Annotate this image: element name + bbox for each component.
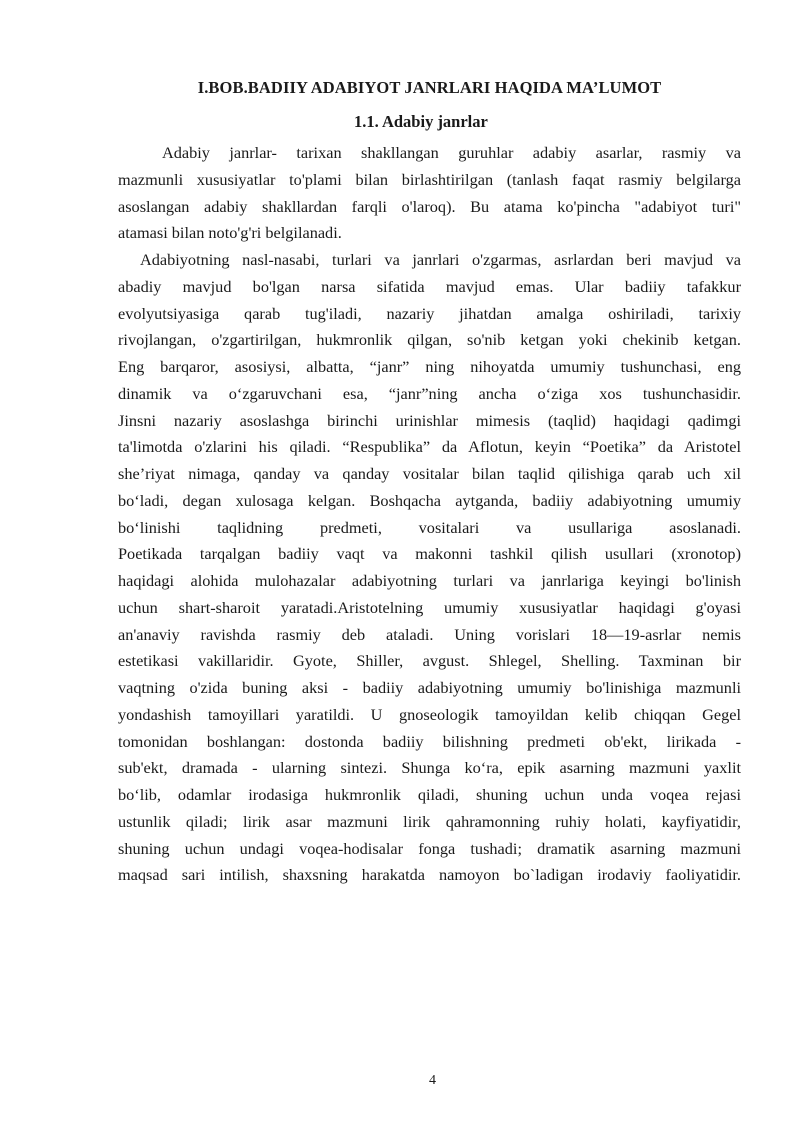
text-line: bo‘ladi, degan xulosaga kelgan. Boshqacha aytganda, badiiy adabiyotning umumiy: [118, 490, 741, 510]
text-line: uchun shart-sharoit yaratadi.Aristotelning umumiy xususiyatlar haqidagi g'oyasi: [118, 597, 741, 617]
text-line: rivojlangan, o'zgartirilgan, hukmronlik qilgan, so'nib ketgan yoki chekinib ketgan.: [118, 330, 741, 350]
text-line: she’riyat nimaga, qanday va qanday vositalar bilan taqlid qilishiga qarab uch xil: [118, 464, 741, 483]
text-line: mazmunli xususiyatlar to'plami bilan birlashtirilgan (tanlash faqat rasmiy belgilarga: [118, 169, 741, 189]
section-title: 1.1. Adabiy janrlar: [354, 112, 488, 131]
text-line: ta'limotda o'zlarini his qiladi. “Respublika” da Aflotun, keyin “Poetika” da Aristotel: [118, 437, 741, 457]
text-line: dinamik va o‘zgaruvchani esa, “janr”ning ancha o‘ziga xos tushunchasidir.: [118, 383, 741, 403]
text-line: evolyutsiyasiga qarab tug'iladi, nazariy jihatdan amalga oshiriladi, tarixiy: [118, 303, 741, 323]
chapter-title: I.BOB.BADIIY ADABIYOT JANRLARI HAQIDA MA’LUMOT: [197, 78, 662, 97]
text-line: ustunlik qiladi; lirik asar mazmuni lirik qahramonning ruhiy holati, kayfiyatidir,: [118, 811, 741, 831]
text-line: yondashish tamoyillari yaratildi. U gnoseologik tamoyildan kelib chiqqan Gegel: [118, 704, 741, 724]
text-line: maqsad sari intilish, shaxsning harakatda namoyon bo`ladigan irodaviy faoliyatidir.: [118, 865, 741, 885]
text-line: atamasi bilan noto'g'ri belgilanadi.: [118, 223, 342, 243]
text-line: abadiy mavjud bo'lgan narsa sifatida mavjud emas. Ular badiiy tafakkur: [118, 276, 741, 296]
text-line: Poetikada tarqalgan badiiy vaqt va makonni tashkil qilish usullari (xronotop): [118, 544, 741, 564]
text-line: vaqtning o'zida buning aksi - badiiy adabiyotning umumiy bo'linishiga mazmunli: [118, 678, 741, 697]
text-line: Jinsni nazariy asoslashga birinchi urinishlar mimesis (taqlid) haqidagi qadimgi: [118, 410, 741, 430]
document-body: [118, 140, 741, 889]
text-line: tomonidan boshlangan: dostonda badiiy bilishning predmeti ob'ekt, lirikada -: [118, 731, 741, 751]
text-line: an'anaviy ravishda rasmiy deb ataladi. Uning vorislari 18—19-asrlar nemis: [118, 624, 741, 644]
text-line: sub'ekt, dramada - ularning sintezi. Shunga ko‘ra, epik asarning mazmuni yaxlit: [118, 758, 741, 778]
page-number: 4: [429, 1073, 436, 1088]
text-line: Adabiyotning nasl-nasabi, turlari va janrlari o'zgarmas, asrlardan beri mavjud va: [140, 250, 741, 269]
text-line: bo‘lib, odamlar irodasiga hukmronlik qiladi, shuning uchun unda voqea rejasi: [118, 785, 741, 804]
text-line: bo‘linishi taqlidning predmeti, vositalari va usullariga asoslanadi.: [118, 517, 741, 537]
text-line: Adabiy janrlar- tarixan shakllangan guruhlar adabiy asarlar, rasmiy va: [162, 143, 741, 162]
paragraph-1: [118, 140, 741, 247]
paragraph-2: [118, 247, 741, 889]
text-line: estetikasi vakillaridir. Gyote, Shiller, avgust. Shlegel, Shelling. Taxminan bir: [118, 651, 741, 671]
text-line: Eng barqaror, asosiysi, albatta, “janr” ning nihoyatda umumiy tushunchasi, eng: [118, 357, 741, 376]
text-line: haqidagi alohida mulohazalar adabiyotning turlari va janrlariga keyingi bo'linish: [118, 571, 741, 590]
text-line: shuning uchun undagi voqea-hodisalar fonga tushadi; dramatik asarning mazmuni: [118, 838, 741, 858]
text-line: asoslangan adabiy shakllardan farqli o'laroq). Bu atama ko'pincha "adabiyot turi": [118, 196, 741, 216]
